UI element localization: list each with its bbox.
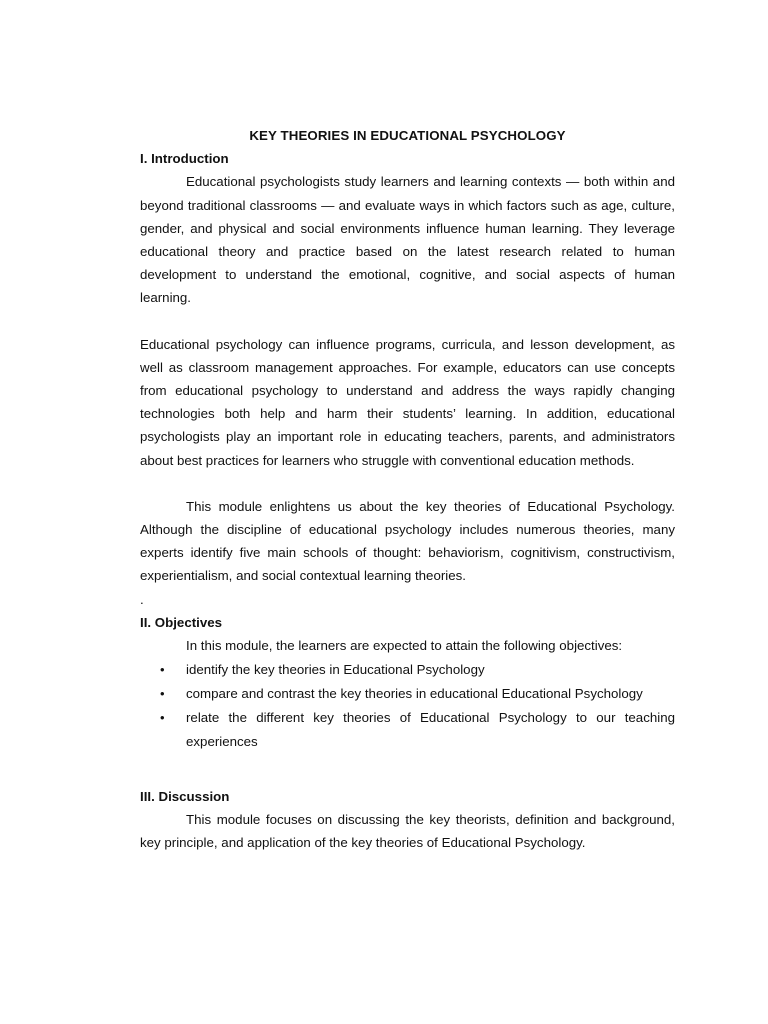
introduction-paragraph-3: This module enlightens us about the key theories of Educational Psychology. Although the discipline of educational psychology includes numerous theories, many experts identify five main schools of thought: behaviorism, cognitivism, constructivism, experientialism, and social contextual learning theories. xyxy=(140,498,675,584)
objective-text: identify the key theories in Educational Psychology xyxy=(186,662,485,678)
list-item xyxy=(140,706,675,752)
bullet-icon: • xyxy=(160,710,165,726)
list-item xyxy=(140,682,675,705)
document-title: KEY THEORIES IN EDUCATIONAL PSYCHOLOGY xyxy=(249,128,566,143)
document-body xyxy=(140,124,675,854)
discussion-paragraph: This module focuses on discussing the key theorists, definition and background, key principle, and application of the key theories of Educational Psychology. xyxy=(140,812,675,851)
introduction-paragraph-1: Educational psychologists study learners and learning contexts — both within and beyond traditional classrooms — and evaluate ways in which factors such as age, culture, gender, and physical and social environments influence human learning. They leverage educational theory and practice based on the latest research related to human development to understand the emotional, cognitive, and social aspects of human learning. xyxy=(140,174,675,306)
objectives-list xyxy=(140,658,675,753)
stray-mark: . xyxy=(140,591,144,607)
objective-text: relate the different key theories of Educational Psychology to our teaching experiences xyxy=(186,710,675,749)
list-item xyxy=(140,658,675,681)
bullet-icon: • xyxy=(160,662,165,678)
section-heading-objectives: II. Objectives xyxy=(140,614,223,630)
introduction-paragraph-2: Educational psychology can influence programs, curricula, and lesson development, as well as classroom management approaches. For example, educators can use concepts from educational psychology to understand and address the ways rapidly changing technologies both help and harm their students’ learning. In addition, educational psychologists play an important role in educating teachers, parents, and administrators about best practices for learners who struggle with conventional education methods. xyxy=(140,336,675,468)
section-heading-discussion: III. Discussion xyxy=(140,788,230,804)
section-heading-introduction: I. Introduction xyxy=(140,151,229,167)
bullet-icon: • xyxy=(160,686,165,702)
objectives-intro: In this module, the learners are expected to attain the following objectives: xyxy=(186,637,623,653)
objective-text: compare and contrast the key theories in educational Educational Psychology xyxy=(186,686,643,702)
